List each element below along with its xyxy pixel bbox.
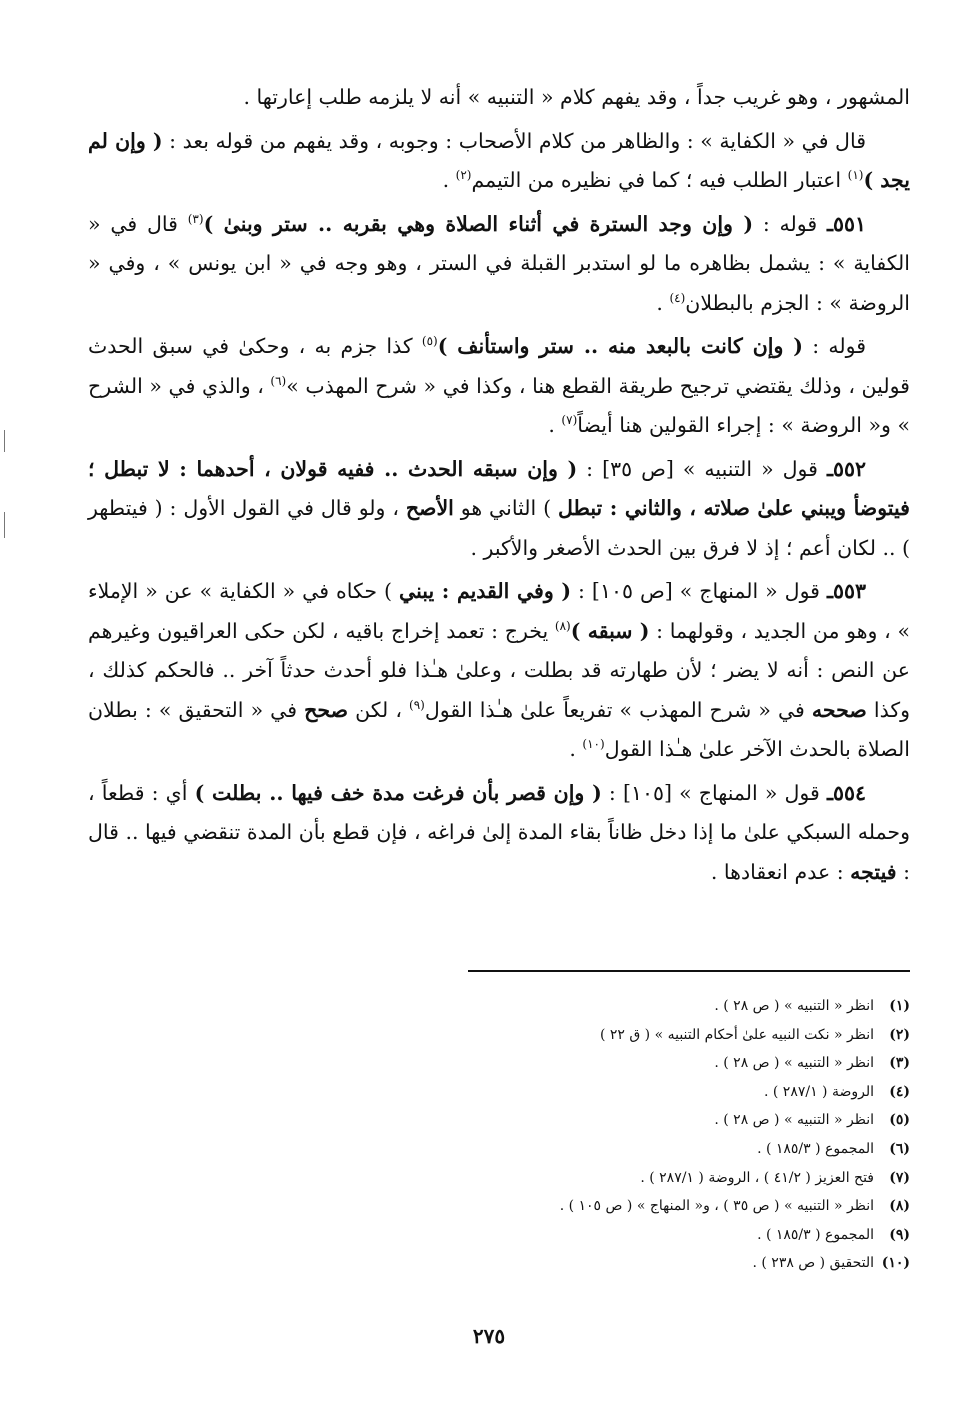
text-run: . (569, 737, 583, 761)
footnote-number: (١٠) (881, 1255, 910, 1272)
bold-text: صحح (304, 697, 349, 722)
text-run: أي : قطعاً ، وحمله السبكي علىٰ ما إذا دخل ظاناً بقاء المدة إلىٰ فراغه ، فإن قطع بأن المدة تنقضي فيها .. قال : (88, 780, 910, 884)
footnotes (210, 992, 910, 1278)
footnote (210, 1078, 910, 1107)
footnote-ref: (٣) (187, 211, 204, 226)
text-run: ، والذي في « الشرح » و« الروضة » : إجراء القولين هنا أيضاً (88, 373, 910, 437)
footnote-ref: (٩) (409, 697, 425, 712)
footnote (210, 1106, 910, 1135)
text-run: . (548, 413, 562, 437)
footnote-number: (٢) (889, 1026, 910, 1043)
paragraph (88, 450, 910, 569)
footnote-number: (٧) (889, 1169, 910, 1186)
scan-edge-mark (4, 512, 5, 538)
text-run: قول « التنبيه » [ص ٣٥] : (577, 456, 827, 481)
text-run: ، ولو قال في القول الأول : ( فيتطهر ) .. لكان أعم ؛ إذ لا فرق بين الحدث الأصغر والأكبر . (88, 496, 910, 560)
text-run: : عدم انعقادها . (710, 859, 851, 884)
footnote-number: (٣) (889, 1055, 910, 1072)
footnote (210, 1249, 910, 1278)
footnote-number: (٥) (889, 1112, 910, 1129)
bold-text: ٥٥٢ـ (826, 456, 866, 481)
footnote (210, 1221, 910, 1250)
page-number: ٢٧٥ (472, 1324, 506, 1348)
bold-text: ( وإن وجد السترة في أثناء الصلاة وهي بقربه .. ستر وبنىٰ ) (203, 211, 754, 236)
footnote-text: انظر « التنبيه » ( ص ٢٨ ) . (714, 998, 874, 1014)
text-run: المشهور ، وهو غريب جداً ، وقد يفهم كلام « التنبيه » أنه لا يلزمه طلب إعارتها . (243, 85, 910, 109)
paragraph (88, 122, 910, 201)
scan-edge-mark (4, 430, 5, 452)
footnote-ref: (٤) (669, 290, 686, 305)
footnote-text: المجموع ( ١٨٥/٣ ) . (757, 1140, 874, 1157)
footnote-text: التحقيق ( ص ٢٣٨ ) . (752, 1255, 874, 1272)
bold-text: ( وإن قصر بأن فرغت مدة خف فيها .. بطلت ) (194, 780, 602, 805)
text-run: ) الثاني هو (453, 496, 558, 520)
bold-text: ٥٥٤ـ (826, 780, 867, 805)
footnote-number: (٨) (889, 1198, 910, 1215)
footnote-ref: (١) (847, 168, 864, 183)
text-run: قوله : (753, 211, 827, 236)
bold-text: ( سبقه ) (570, 618, 650, 643)
footnote (210, 1135, 910, 1164)
footnote-number: (٩) (889, 1226, 910, 1243)
footnote-text: المجموع ( ١٨٥/٣ ) . (757, 1226, 874, 1243)
paragraph (88, 327, 910, 446)
bold-text: ( وإن سبقه الحدث .. ففيه قولان ، أحدهما : لا تبطل ؛ فيتوضأ ويبني علىٰ صلاته ، والثاني : تبطل (88, 456, 910, 520)
footnote-text: فتح العزيز ( ٤١/٢ ) ، الروضة ( ٢٨٧/١ ) . (640, 1169, 874, 1186)
footnote (210, 1049, 910, 1078)
paragraph (88, 205, 910, 324)
bold-text: فيتجه (850, 859, 897, 884)
text-run: في « التحقيق » : بطلان الصلاة بالحدث الآخر علىٰ هـٰذا القول (88, 697, 910, 761)
footnote-ref: (٢) (455, 168, 472, 183)
footnote-ref: (١٠) (582, 737, 605, 752)
text-run: يخرج : تعمد إخراج باقيه ، لكن حكى العراقيون وغيرهم عن النص : أنه لا يضر ؛ لأن طهارته قد بطلت ، وعلىٰ هـٰذا فلو أحدث حدثاً آخر .. فالحكم كذلك ، وكذا (88, 618, 910, 722)
bold-text: ٥٥٣ـ (826, 579, 867, 603)
footnote-number: (٤) (889, 1083, 910, 1100)
bold-text: ٥٥١ـ (826, 211, 866, 236)
footnote-ref: (٨) (554, 618, 571, 633)
text-run: قال في « الكفاية » : يشمل بظاهره ما لو استدبر القبلة في الستر ، وهو وجه في « ابن يونس » ، وفي « الروضة » : الجزم بالبطلان (88, 211, 910, 315)
paragraph (88, 78, 910, 118)
footnote-text: انظر « التنبيه » ( ص ٢٨ ) . (714, 1055, 874, 1072)
footnote-divider (468, 970, 910, 972)
text-run: قوله : (802, 334, 866, 358)
footnote-text: انظر « التنبيه » ( ص ٣٥ ) ، و« المنهاج » ( ص ١٠٥ ) . (559, 1198, 874, 1215)
paragraph (88, 572, 910, 770)
bold-text: ( وإن لم يجد ) (88, 128, 910, 192)
text-run: ) حكاه في « الكفاية » عن « الإملاء » ، وهو من الجديد ، وقولهما : (88, 579, 910, 643)
footnote-ref: (٧) (561, 413, 578, 428)
footnote-number: (١) (889, 998, 910, 1014)
footnote-number: (٦) (889, 1140, 910, 1157)
bold-text: ( وفي القديم : يبني (399, 579, 572, 603)
footnote (210, 1164, 910, 1193)
text-run: اعتبار الطلب فيه ؛ كما في نظيره من التيمم (471, 168, 848, 192)
bold-text: صححه (811, 697, 867, 722)
footnote-text: انظر « التنبيه » ( ص ٢٨ ) . (714, 1112, 874, 1129)
main-text (88, 78, 910, 896)
text-run: قول « المنهاج » [ص ١٠٥] : (571, 579, 827, 603)
text-run: . (656, 290, 670, 315)
footnote-text: انظر « نكت النبيه علىٰ أحكام التنبيه » ( ق ٢٢ ) (599, 1026, 874, 1043)
footnote-ref: (٥) (421, 334, 438, 349)
text-run: . (442, 168, 456, 192)
text-run: قول « المنهاج » [١٠٥] : (601, 780, 827, 805)
bold-text: ( وإن كانت بالبعد منه .. ستر واستأنف ) (437, 334, 803, 358)
text-run: كذا جزم به ، وحكىٰ في سبق الحدث قولين ، وذلك يقتضي ترجيح طريقة القطع هنا ، وكذا في « شرح المهذب » (88, 334, 910, 398)
text-run: قال في « الكفاية » : والظاهر من كلام الأصحاب : وجوبه ، وقد يفهم من قوله بعد : (162, 128, 866, 153)
text-run: في « شرح المهذب » تفريعاً علىٰ هـٰذا القول (424, 697, 812, 722)
footnote-ref: (٦) (270, 373, 287, 388)
paragraph (88, 774, 910, 893)
footnote-text: الروضة ( ٢٨٧/١ ) . (763, 1083, 874, 1100)
footnote (210, 1192, 910, 1221)
text-run: ، لكن (348, 697, 410, 722)
bold-text: الأصح (405, 496, 454, 520)
footnote (210, 992, 910, 1021)
footnote (210, 1021, 910, 1050)
